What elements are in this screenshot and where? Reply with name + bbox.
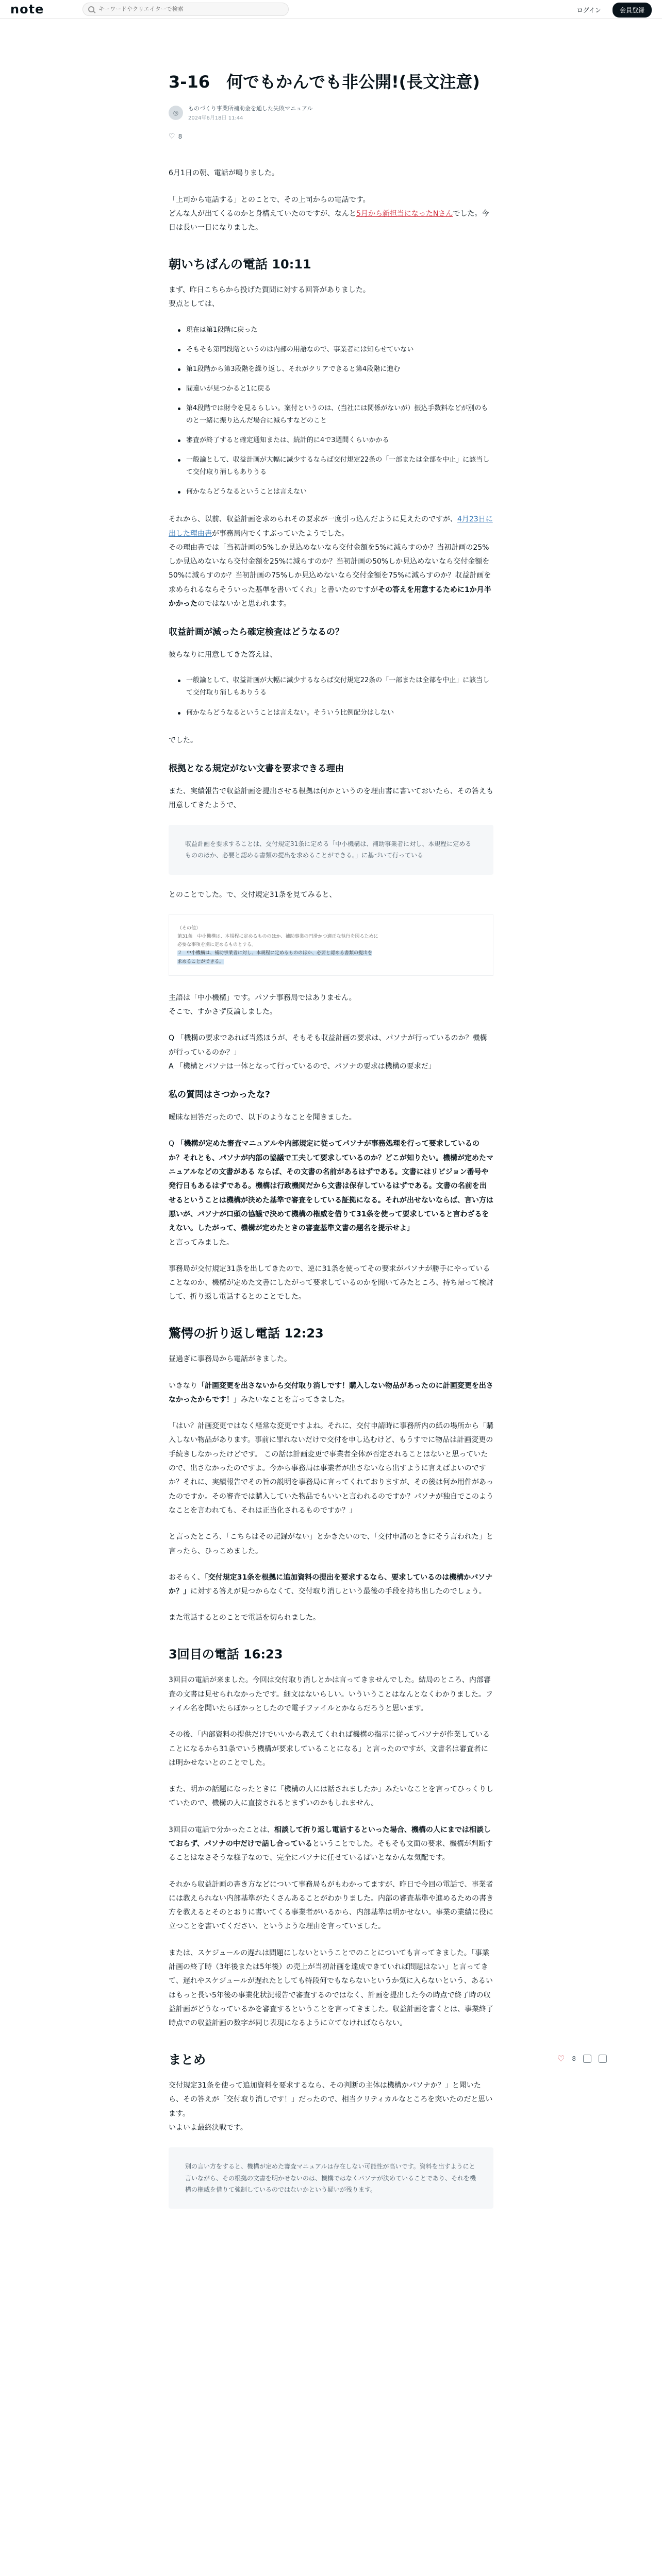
text: 「上司から電話する」とのことで、その上司からの電話です。 <box>169 195 370 204</box>
new-staff-link[interactable]: 5月から新担当になったNさん <box>356 209 453 218</box>
paragraph: 「はい？計画変更ではなく経常な変更ですよね。それに、交付申請時に事務所内の紙の場所から「購入しない物品があります。事前に罪れないだけで交付を申し込むけど、もうすでに物品は計画変更の手続きしなかったけどです。 この話は計画変更で事業者全体が否定されることはないと思っていたので、出さなかったのですよ。今から事務局は事業者が出さないなら出すように言えばよいのですか？それに、実績報告でその旨の説明を事務局に言ってくれておりますが、その後は何か用件があったのですか。その審査では購入していた物品でもいいと言われるのですか？パソナが独自でこのようなことを言われても、それは正当化されるものですか？」 <box>169 1422 493 1515</box>
share-icon[interactable] <box>583 2055 591 2063</box>
paragraph: 3回目の電話が来ました。今回は交付取り消しとかは言ってきませんでした。結局のところ、内部審査の文書は見せられなかったです。細文はないらしい。いういうことはなんとなくわかりました。ファイル名を聞いたらぼかっとしたので電子ファイルとかならだろうと思います。 <box>169 1676 493 1713</box>
like-count-floating: 8 <box>572 2055 576 2062</box>
list-item: 第1段階から第3段階を繰り返し、それがクリアできると第4段階に進む <box>178 363 493 376</box>
text: まず、昨日こちらから投げた質問に対する回答がありました。 <box>169 286 370 295</box>
law-line: 第31条 中小機構は、本規程に定めるもののほか、補助事業の円滑かつ適正な執行を図るために <box>177 934 378 940</box>
text: そこで、すかさず反論しました。 <box>169 1008 277 1016</box>
login-button[interactable]: ログイン <box>576 7 601 14</box>
paragraph <box>169 1571 493 1599</box>
list-item: 審査が終了すると確定通知または、続計的に4で3週間くらいかかる <box>178 434 493 447</box>
paragraph: または、スケジュールの遅れは問題にしないということでのことについても言ってきました。「事業計画の終了時（3年後または5年後）の売上が当初計画を達成できていれば問題はない」と言ってきて、遅れやスケジュールが遅れたとしても特段何でもならないというか気に入らないという、あるいはもっと長い5年後の事業化状況報告で審査するのではなく、計画を提出した今の時点で終了時の収益計画がどうなっているかを審査するということを言ってきました。収益計画を書くとは、事業終了時点での収益計画の数字が同じ表現になるように立てなければならない。 <box>169 1948 493 2028</box>
author-avatar[interactable]: ◎ <box>169 106 183 120</box>
section-heading: まとめ <box>169 2052 206 2067</box>
section-heading: 朝いちばんの電話 10:11 <box>169 257 311 272</box>
text: Q <box>169 1140 175 1148</box>
author-name[interactable]: ものづくり事業所補助金を通した失敗マニュアル <box>188 105 313 112</box>
paragraph: また、実績報告で収益計画を提出させる根拠は何かというのを理由書に書いておいたら、その答えも用意してきたようで、 <box>169 787 493 809</box>
list-item: 何かならどうなるということは言えない。そういう比例配分はしない <box>178 707 493 719</box>
paragraph <box>169 1137 493 1249</box>
search-box[interactable] <box>82 3 289 16</box>
text: でした。今日は長い一日になりました。 <box>169 209 489 232</box>
text: 要点としては、 <box>169 300 219 309</box>
text: と言ってみました。 <box>169 1238 234 1247</box>
text: Q 「機構の要求であれば当然ほうが、そもそも収益計画の要求は、パソナが行っているのか？機構が行っているのか？」 <box>169 1034 487 1057</box>
law-line-highlight-wrap <box>177 958 485 966</box>
text: 交付規定31条を使って追加資料を要求するなら、その判断の主体は機構かパソナか？」と聞いたら、その答えが「交付取り消しです！」だったので、相当クリティカルなところを突いたのだと思います。 <box>169 2081 493 2118</box>
text: いよいよ最終決戦です。 <box>169 2124 247 2132</box>
paragraph: 彼らなりに用意してきた答えは、 <box>169 651 277 659</box>
law-line-highlight-wrap <box>177 949 485 957</box>
article <box>169 19 576 2209</box>
emphasis: 「計画変更を出さないから交付取り消しです！購入しない物品があったのに計画変更を出さなかったからです！」 <box>169 1381 493 1404</box>
paragraph: 6月1日の朝、電話が鳴りました。 <box>169 169 279 178</box>
emphasis: 「機構が定めた審査マニュアルや内部規定に従ってパソナが事務処理を行って要求しているのか？それとも、パソナが内部の協議で工夫して要求しているのか？どこが知りたい。機構が定めたマニュアルなどの文書がある ならば、その文書の名前があるはずである。文書にはリビジョン番号や発行日もあるはずである。機構は行政機関だから文書は保存しているはずである。文書の名前を出せるということは機構が決めた基準で審査をしている証拠になる。それが出せないならば、言い方は悪いが、パソナが口頭の協議で決めて機構の権威を借りて31条を使って要求していると言わざるをえない。したがって、機構が定めたときの審査基準文書の題名を提示せよ」 <box>169 1140 493 1233</box>
post-date: 2024年6月18日 11:44 <box>188 115 243 122</box>
paragraph: また、明かの話題になったときに「機構の人には話されましたか」みたいなことを言ってひっくりしていたので、機構の人に直接されるとまずいのかもしれません。 <box>169 1785 493 1808</box>
paragraph: また電話するとのことで電話を切られました。 <box>169 1614 320 1622</box>
like-heart-icon[interactable]: ♡ <box>557 2054 565 2063</box>
emphasis: 相談して折り返し電話するといった場合、機構の人にまでは相談しておらず、パソナの中だけで話し合っている <box>169 1825 491 1848</box>
text: それから、以前、収益計画を求められその要求が一度引っ込んだように見えたのですが、 <box>169 515 457 524</box>
quote-text: 収益計画を要求することは、交付規定31条に定める「中小機構は、補助事業者に対し、本規程に定めるもののほか、必要と認める書類の提出を求めることができる。」に基づいて行っている <box>185 840 472 859</box>
text: みたいなことを言ってきました。 <box>240 1395 349 1404</box>
list-item: 何かならどうなるということは言えない <box>178 486 493 498</box>
text: 主語は「中小機構」です。パソナ事務局ではありません。 <box>169 993 356 1002</box>
like-row <box>169 132 493 141</box>
section-heading: 3回目の電話 16:23 <box>169 1647 283 1662</box>
article-title: 3-16 何でもかんでも非公開!(長文注意) <box>169 72 480 92</box>
header-actions <box>571 3 652 18</box>
paragraph: とのことでした。で、交付規定31条を見てみると、 <box>169 890 337 899</box>
paragraph <box>169 1823 493 1866</box>
paragraph: その後、「内部資料の提供だけでいいから教えてくれれば機構の指示に従ってパソナが作業していることになるから31条でいう機構が要求していることになる」と言ったのですが、文書名は審査者には明かせないとのことでした。 <box>169 1731 490 1767</box>
quote-block <box>169 825 493 874</box>
subsection-heading: 私の質問はさつかったな? <box>169 1090 270 1100</box>
list-item: 間違いが見つかると1に戻る <box>178 383 493 395</box>
law-line: 必要な事項を別に定めるものとする。 <box>177 942 257 948</box>
paragraph <box>169 991 493 1020</box>
paragraph <box>169 1379 493 1408</box>
paragraph <box>169 283 493 312</box>
more-icon[interactable] <box>599 2055 607 2063</box>
paragraph: それから収益計画の書き方などについて事務局もがもわかってますが、昨日で今回の電話で、事業者には教えられない内部基準がたくさんあることがわかりました。内部の審査基準や進めるための書き方を教えるとそのとおりに書いてくる事業者がいるから、内部基準は明かせない。事業の業績に役に立つことを書いてください、というような理由を言っていました。 <box>169 1880 493 1931</box>
heart-icon[interactable]: ♡ <box>169 132 175 141</box>
search-icon <box>88 6 94 12</box>
list-item: 現在は第1段階に戻った <box>178 324 493 336</box>
text: いきなり <box>169 1381 197 1390</box>
subsection-heading: 収益計画が減ったら確定検査はどうなるの？ <box>169 627 344 638</box>
paragraph <box>169 513 493 611</box>
emphasis: 「交付規定31条を根拠に追加資料の提出を要求するなら、要求しているのは機構かパソナか？」 <box>169 1573 493 1596</box>
paragraph <box>169 193 493 235</box>
list-item: 一般論として、収益計画が大幅に減少するならば交付規定22条の「一部または全部を中止」に該当して交付取り消しもありうる <box>178 454 493 479</box>
section-heading: 驚愕の折り返し電話 12:23 <box>169 1326 324 1341</box>
paragraph: 事務局が交付規定31条を出してきたので、逆に31条を使ってその要求がパソナが勝手にやっていることなのか、機構が定めた文書にしたがって要求しているのかを聞いてみたところ、持ち帰って検討して、折り返し電話するとのことでした。 <box>169 1264 493 1301</box>
subsection-heading: 根拠となる規定がない文書を要求できる理由 <box>169 763 344 774</box>
site-header <box>0 0 662 19</box>
search-input[interactable] <box>98 6 283 12</box>
floating-share-bar <box>557 2054 607 2063</box>
list-item: そもそも第同段階というのは内部の用語なので、事業者には知らせていない <box>178 344 493 356</box>
law-line: （その他） <box>177 925 201 931</box>
text: ということでした。そもそも文面の要求、機構が判断することはなさそうな様子なので、完全にパソナに任せているぱいとなかんな気配です。 <box>169 1840 493 1862</box>
text: その理由書では「当初計画の5%しか見込めないなら交付金額を5%に減らすのか？当初計画の25%しか見込めないなら交付金額を25%に減らすのか？当初計画の50%しか見込めないなら交付金額を50%に減らすのか？当初計画の75%しか見込めないなら交付金額を75%に減らすのか？収益計画を求められるならそういった基準を書いてくれ」と書いたのですが <box>169 543 491 594</box>
bullet-list <box>178 674 493 719</box>
paragraph: 曖昧な回答だったので、以下のようなことを聞きました。 <box>169 1113 356 1122</box>
text: どんな人が出てくるのかと身構えていたのですが、なんと <box>169 209 356 218</box>
paragraph <box>169 2079 493 2135</box>
quote-text: 別の言い方をすると、機構が定めた審査マニュアルは存在しない可能性が高いです。資料を出すようにと言いながら、その根拠の文書を明かせないのは、機構ではなくパソナが決めていることであり、それを機構の権威を借りて強制しているのではないかという疑いが残ります。 <box>185 2163 476 2193</box>
paragraph <box>169 1031 493 1074</box>
text: が事務局内でくすぶっていたようでした。 <box>212 529 349 538</box>
quote-block <box>169 2147 493 2209</box>
emphasis: その答えを用意するために1か月半かかった <box>169 585 491 608</box>
text: に対する答えが見つからなくて、交付取り消しという最後の手段を持ち出したのでしょう。 <box>190 1587 486 1596</box>
law-line-highlight: 求めることができる。 <box>177 959 224 964</box>
list-item: 第4段階では財令を見るらしい。案付というのは、(当社には関係がないが）振込手数料などが別のものと一緒に振り込んだ場合に減らすなどのこと <box>178 402 493 427</box>
bullet-list <box>178 324 493 498</box>
text: のではないかと思われます。 <box>197 600 291 608</box>
like-count: 8 <box>178 133 183 141</box>
paragraph: でした。 <box>169 736 197 744</box>
text: 3回目の電話で分かったことは、 <box>169 1825 274 1834</box>
note-logo[interactable]: note <box>10 2 44 16</box>
text: おそらく、 <box>169 1573 205 1582</box>
text: A 「機構とパソナは一体となって行っているので、パソナの要求は機構の要求だ」 <box>169 1062 436 1071</box>
author-block <box>169 104 493 121</box>
paragraph: 昼過ぎに事務局から電話がきました。 <box>169 1355 291 1364</box>
law-excerpt-image <box>169 914 493 976</box>
signup-button[interactable]: 会員登録 <box>613 3 652 18</box>
paragraph: と言ったところ、「こちらはその記録がない」とかきたいので、「交付申請のときにそう言われた」と言ったら、ひっこめました。 <box>169 1533 493 1555</box>
reason-doc-link[interactable]: 4月23日に出した理由書 <box>169 515 493 538</box>
law-line-highlight: ２ 中小機構は、補助事業者に対し、本規程に定めるもののほか、必要と認める書類の提出を <box>177 951 373 956</box>
list-item: 一般論として、収益計画が大幅に減少するならば交付規定22条の「一部または全部を中止」に該当して交付取り消しもありうる <box>178 674 493 699</box>
